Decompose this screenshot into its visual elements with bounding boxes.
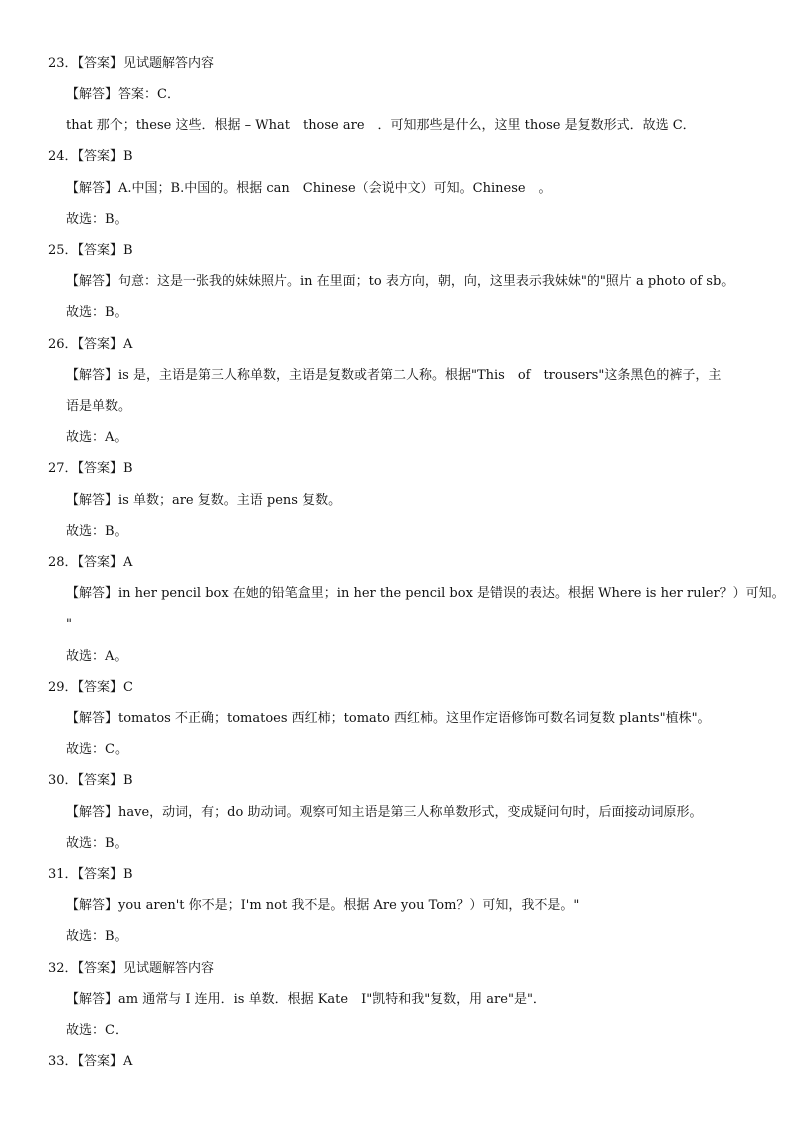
q28-answer-line: 28．【答案】A <box>48 555 133 570</box>
q28-choice-line: 故选：A。 <box>66 649 128 664</box>
q27-answer-line: 27．【答案】B <box>48 461 133 476</box>
q23-analysis-cont-line: that 那个；these 这些．根据 – What those are ．可知那些是什么，这里 those 是复数形式．故选 C． <box>66 118 696 133</box>
q25-choice-line: 故选：B。 <box>66 305 128 320</box>
q26-answer-line: 26．【答案】A <box>48 337 133 352</box>
q30-analysis-line: 【解答】have，动词，有；do 助动词。观察可知主语是第三人称单数形式，变成疑问句时，后面接动词原形。 <box>66 805 703 820</box>
q31-answer-line: 31．【答案】B <box>48 867 133 882</box>
q32-answer-line: 32．【答案】见试题解答内容 <box>48 961 215 976</box>
q24-analysis-line: 【解答】A.中国；B.中国的。根据 can Chinese（会说中文）可知。Chinese 。 <box>66 181 552 196</box>
q23-analysis-line: 【解答】答案：C． <box>66 87 180 102</box>
q32-analysis-line: 【解答】am 通常与 I 连用．is 单数．根据 Kate I"凯特和我"复数，用 are"是"． <box>66 992 546 1007</box>
q29-choice-line: 故选：C。 <box>66 742 128 757</box>
q26-analysis-line: 【解答】is 是，主语是第三人称单数，主语是复数或者第二人称。根据"This of trousers"这条黑色的裤子，主 <box>66 368 722 383</box>
q26-analysis-cont-line: 语是单数。 <box>66 399 132 414</box>
q27-choice-line: 故选：B。 <box>66 524 128 539</box>
q33-answer-line: 33．【答案】A <box>48 1054 133 1069</box>
q29-analysis-line: 【解答】tomatos 不正确；tomatoes 西红柿；tomato 西红柿。这里作定语修饰可数名词复数 plants"植株"。 <box>66 711 711 726</box>
q25-answer-line: 25．【答案】B <box>48 243 133 258</box>
q24-choice-line: 故选：B。 <box>66 212 128 227</box>
q24-answer-line: 24．【答案】B <box>48 149 133 164</box>
q31-choice-line: 故选：B。 <box>66 929 128 944</box>
q31-analysis-line: 【解答】you aren't 你不是；I'm not 我不是。根据 Are you Tom？）可知，我不是。" <box>66 898 580 913</box>
q30-choice-line: 故选：B。 <box>66 836 128 851</box>
q28-analysis-line: 【解答】in her pencil box 在她的铅笔盒里；in her the pencil box 是错误的表达。根据 Where is her ruler？）可知。 <box>66 586 785 601</box>
q25-analysis-line: 【解答】句意：这是一张我的妹妹照片。in 在里面；to 表方向，朝，向，这里表示我妹妹"的"照片 a photo of sb。 <box>66 274 735 289</box>
q28-analysis-cont-line: " <box>66 617 72 632</box>
q32-choice-line: 故选：C． <box>66 1023 128 1038</box>
q30-answer-line: 30．【答案】B <box>48 773 133 788</box>
q23-answer-line: 23．【答案】见试题解答内容 <box>48 56 215 71</box>
q26-choice-line: 故选：A。 <box>66 430 128 445</box>
q29-answer-line: 29．【答案】C <box>48 680 133 695</box>
q27-analysis-line: 【解答】is 单数；are 复数。主语 pens 复数。 <box>66 493 342 508</box>
